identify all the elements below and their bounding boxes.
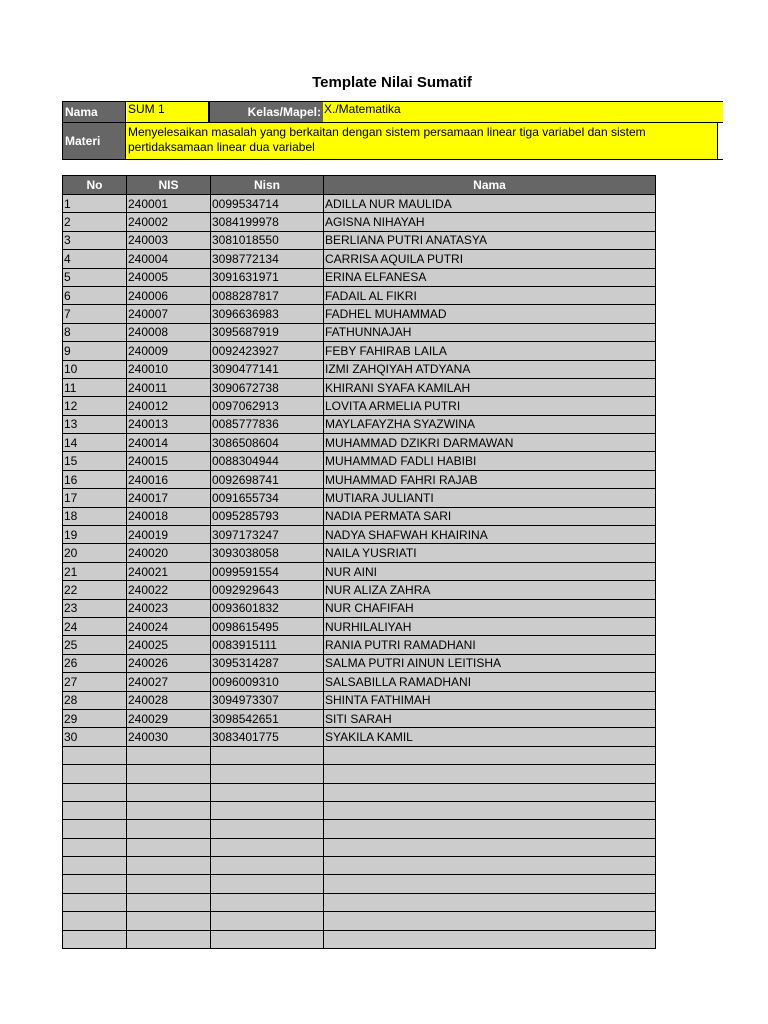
cell-nis[interactable]: 240028 <box>127 691 211 709</box>
cell-nis[interactable]: 240005 <box>127 268 211 286</box>
cell-nisn[interactable]: 0091655734 <box>211 489 324 507</box>
info-header <box>62 101 723 160</box>
table-row <box>63 875 656 893</box>
cell-nama[interactable]: RANIA PUTRI RAMADHANI <box>324 636 656 654</box>
cell-nisn[interactable] <box>211 820 324 838</box>
cell-nis[interactable]: 240025 <box>127 636 211 654</box>
table-row <box>63 691 656 709</box>
table-row <box>63 231 656 249</box>
cell-no[interactable]: 26 <box>63 654 127 672</box>
cell-no[interactable]: 13 <box>63 415 127 433</box>
cell-nama[interactable]: CARRISA AQUILA PUTRI <box>324 250 656 268</box>
cell-nis[interactable]: 240027 <box>127 673 211 691</box>
cell-nama[interactable]: NADYA SHAFWAH KHAIRINA <box>324 526 656 544</box>
cell-nama[interactable]: FATHUNNAJAH <box>324 323 656 341</box>
cell-nis[interactable] <box>127 765 211 783</box>
table-row <box>63 397 656 415</box>
cell-no[interactable]: 25 <box>63 636 127 654</box>
cell-nisn[interactable]: 0096009310 <box>211 673 324 691</box>
materi-value[interactable] <box>126 123 718 159</box>
cell-no[interactable]: 23 <box>63 599 127 617</box>
cell-nis[interactable]: 240006 <box>127 286 211 304</box>
cell-nama[interactable] <box>324 801 656 819</box>
cell-nama[interactable] <box>324 875 656 893</box>
cell-no[interactable] <box>63 765 127 783</box>
cell-nisn[interactable]: 3090477141 <box>211 360 324 378</box>
cell-nisn[interactable]: 0095285793 <box>211 507 324 525</box>
cell-nisn[interactable] <box>211 930 324 948</box>
page-title: Template Nilai Sumatif <box>312 74 472 91</box>
cell-nis[interactable] <box>127 912 211 930</box>
cell-nama[interactable]: MUHAMMAD FADLI HABIBI <box>324 452 656 470</box>
table-header-row <box>63 176 656 195</box>
cell-nis[interactable] <box>127 875 211 893</box>
column-header-nama: Nama <box>324 176 656 195</box>
cell-nisn[interactable]: 3084199978 <box>211 213 324 231</box>
cell-nisn[interactable] <box>211 801 324 819</box>
cell-nis[interactable]: 240030 <box>127 728 211 746</box>
cell-no[interactable]: 3 <box>63 231 127 249</box>
table-row <box>63 507 656 525</box>
cell-nis[interactable]: 240016 <box>127 470 211 488</box>
cell-no[interactable]: 16 <box>63 470 127 488</box>
table-row <box>63 765 656 783</box>
cell-no[interactable]: 15 <box>63 452 127 470</box>
cell-nama[interactable] <box>324 838 656 856</box>
cell-nama[interactable]: AGISNA NIHAYAH <box>324 213 656 231</box>
table-row <box>63 562 656 580</box>
cell-no[interactable]: 10 <box>63 360 127 378</box>
cell-nisn[interactable]: 0083915111 <box>211 636 324 654</box>
table-row <box>63 912 656 930</box>
cell-nis[interactable]: 240026 <box>127 654 211 672</box>
table-row <box>63 305 656 323</box>
cell-nis[interactable]: 240003 <box>127 231 211 249</box>
cell-nisn[interactable] <box>211 838 324 856</box>
cell-nis[interactable]: 240021 <box>127 562 211 580</box>
cell-nama[interactable]: KHIRANI SYAFA KAMILAH <box>324 378 656 396</box>
table-row <box>63 581 656 599</box>
cell-no[interactable]: 5 <box>63 268 127 286</box>
cell-nisn[interactable]: 0085777836 <box>211 415 324 433</box>
cell-nisn[interactable]: 0099591554 <box>211 562 324 580</box>
cell-nis[interactable]: 240008 <box>127 323 211 341</box>
cell-nis[interactable]: 240002 <box>127 213 211 231</box>
cell-no[interactable]: 14 <box>63 434 127 452</box>
cell-nis[interactable] <box>127 930 211 948</box>
cell-nama[interactable]: SALSABILLA RAMADHANI <box>324 673 656 691</box>
table-row <box>63 470 656 488</box>
cell-nama[interactable]: SHINTA FATHIMAH <box>324 691 656 709</box>
cell-nis[interactable]: 240024 <box>127 617 211 635</box>
table-body <box>63 195 656 949</box>
cell-no[interactable]: 18 <box>63 507 127 525</box>
cell-no[interactable] <box>63 893 127 911</box>
cell-nisn[interactable] <box>211 746 324 764</box>
cell-no[interactable]: 17 <box>63 489 127 507</box>
cell-nis[interactable]: 240029 <box>127 709 211 727</box>
cell-nisn[interactable]: 3093038058 <box>211 544 324 562</box>
cell-no[interactable]: 2 <box>63 213 127 231</box>
cell-nama[interactable]: SALMA PUTRI AINUN LEITISHA <box>324 654 656 672</box>
cell-nama[interactable]: ERINA ELFANESA <box>324 268 656 286</box>
cell-nis[interactable]: 240010 <box>127 360 211 378</box>
cell-nama[interactable]: FADAIL AL FIKRI <box>324 286 656 304</box>
table-row <box>63 415 656 433</box>
cell-nis[interactable]: 240015 <box>127 452 211 470</box>
cell-nama[interactable]: NUR AINI <box>324 562 656 580</box>
nama-row <box>62 101 723 122</box>
cell-no[interactable]: 9 <box>63 342 127 360</box>
materi-label: Materi <box>62 123 126 159</box>
table-row <box>63 801 656 819</box>
cell-nisn[interactable]: 3094973307 <box>211 691 324 709</box>
cell-nisn[interactable] <box>211 857 324 875</box>
table-row <box>63 893 656 911</box>
cell-nama[interactable]: FADHEL MUHAMMAD <box>324 305 656 323</box>
cell-no[interactable] <box>63 801 127 819</box>
table-row <box>63 709 656 727</box>
nama-label: Nama <box>62 102 126 122</box>
cell-nama[interactable]: FEBY FAHIRAB LAILA <box>324 342 656 360</box>
cell-nisn[interactable]: 0099534714 <box>211 195 324 213</box>
cell-nis[interactable] <box>127 893 211 911</box>
cell-no[interactable]: 20 <box>63 544 127 562</box>
cell-nisn[interactable]: 3095687919 <box>211 323 324 341</box>
cell-nisn[interactable]: 0092929643 <box>211 581 324 599</box>
cell-no[interactable] <box>63 857 127 875</box>
cell-nama[interactable] <box>324 765 656 783</box>
cell-nisn[interactable]: 0093601832 <box>211 599 324 617</box>
materi-line-1: Menyelesaikan masalah yang berkaitan dengan sistem persamaan linear tiga variabel dan sistem <box>128 125 646 139</box>
cell-nisn[interactable]: 0097062913 <box>211 397 324 415</box>
cell-nisn[interactable]: 0092698741 <box>211 470 324 488</box>
cell-nis[interactable]: 240007 <box>127 305 211 323</box>
cell-nama[interactable]: NADIA PERMATA SARI <box>324 507 656 525</box>
table-row <box>63 728 656 746</box>
cell-nisn[interactable] <box>211 893 324 911</box>
cell-no[interactable] <box>63 930 127 948</box>
cell-nis[interactable]: 240013 <box>127 415 211 433</box>
column-header-nisn: Nisn <box>211 176 324 195</box>
cell-nama[interactable]: SYAKILA KAMIL <box>324 728 656 746</box>
cell-nisn[interactable] <box>211 912 324 930</box>
cell-nama[interactable]: NUR ALIZA ZAHRA <box>324 581 656 599</box>
cell-nisn[interactable]: 3081018550 <box>211 231 324 249</box>
cell-nama[interactable]: MUHAMMAD DZIKRI DARMAWAN <box>324 434 656 452</box>
table-row <box>63 360 656 378</box>
cell-no[interactable]: 8 <box>63 323 127 341</box>
cell-no[interactable]: 4 <box>63 250 127 268</box>
cell-nama[interactable]: MUTIARA JULIANTI <box>324 489 656 507</box>
cell-nama[interactable]: MUHAMMAD FAHRI RAJAB <box>324 470 656 488</box>
cell-nis[interactable] <box>127 838 211 856</box>
materi-line-2: pertidaksamaan linear dua variabel <box>128 140 315 154</box>
cell-nisn[interactable]: 3096636983 <box>211 305 324 323</box>
cell-no[interactable]: 30 <box>63 728 127 746</box>
table-row <box>63 838 656 856</box>
table-row <box>63 673 656 691</box>
cell-nis[interactable]: 240004 <box>127 250 211 268</box>
cell-nis[interactable] <box>127 820 211 838</box>
cell-nisn[interactable]: 0088287817 <box>211 286 324 304</box>
cell-nis[interactable] <box>127 857 211 875</box>
cell-no[interactable]: 29 <box>63 709 127 727</box>
cell-nama[interactable] <box>324 746 656 764</box>
materi-row <box>62 122 723 160</box>
cell-nisn[interactable]: 3086508604 <box>211 434 324 452</box>
cell-nisn[interactable]: 3083401775 <box>211 728 324 746</box>
cell-no[interactable] <box>63 875 127 893</box>
cell-nama[interactable] <box>324 912 656 930</box>
cell-no[interactable]: 22 <box>63 581 127 599</box>
table-row <box>63 636 656 654</box>
cell-nama[interactable]: NAILA YUSRIATI <box>324 544 656 562</box>
cell-nis[interactable]: 240020 <box>127 544 211 562</box>
cell-nama[interactable]: ADILLA NUR MAULIDA <box>324 195 656 213</box>
cell-nis[interactable]: 240011 <box>127 378 211 396</box>
kelas-label: Kelas/Mapel: <box>209 102 323 122</box>
cell-nisn[interactable]: 3098772134 <box>211 250 324 268</box>
cell-nisn[interactable]: 3090672738 <box>211 378 324 396</box>
cell-no[interactable] <box>63 746 127 764</box>
cell-nisn[interactable]: 3095314287 <box>211 654 324 672</box>
cell-no[interactable] <box>63 838 127 856</box>
table-row <box>63 599 656 617</box>
cell-nama[interactable]: SITI SARAH <box>324 709 656 727</box>
cell-nis[interactable] <box>127 801 211 819</box>
cell-nis[interactable] <box>127 746 211 764</box>
column-header-nis: NIS <box>127 176 211 195</box>
table-row <box>63 930 656 948</box>
cell-nis[interactable] <box>127 783 211 801</box>
cell-nisn[interactable]: 3097173247 <box>211 526 324 544</box>
table-row <box>63 526 656 544</box>
cell-no[interactable]: 27 <box>63 673 127 691</box>
cell-nama[interactable]: BERLIANA PUTRI ANATASYA <box>324 231 656 249</box>
table-row <box>63 195 656 213</box>
cell-nama[interactable]: NUR CHAFIFAH <box>324 599 656 617</box>
cell-nama[interactable] <box>324 857 656 875</box>
cell-nama[interactable] <box>324 930 656 948</box>
cell-nisn[interactable]: 0092423927 <box>211 342 324 360</box>
cell-no[interactable] <box>63 820 127 838</box>
table-row <box>63 250 656 268</box>
cell-no[interactable]: 21 <box>63 562 127 580</box>
cell-nis[interactable]: 240001 <box>127 195 211 213</box>
table-row <box>63 342 656 360</box>
table-row <box>63 452 656 470</box>
cell-nama[interactable] <box>324 783 656 801</box>
table-row <box>63 268 656 286</box>
cell-nisn[interactable]: 0088304944 <box>211 452 324 470</box>
cell-no[interactable] <box>63 912 127 930</box>
cell-nis[interactable]: 240023 <box>127 599 211 617</box>
table-row <box>63 323 656 341</box>
cell-nama[interactable] <box>324 893 656 911</box>
table-row <box>63 617 656 635</box>
table-row <box>63 286 656 304</box>
cell-nama[interactable]: MAYLAFAYZHA SYAZWINA <box>324 415 656 433</box>
cell-no[interactable]: 19 <box>63 526 127 544</box>
cell-nisn[interactable]: 3091631971 <box>211 268 324 286</box>
cell-no[interactable]: 28 <box>63 691 127 709</box>
cell-nis[interactable]: 240009 <box>127 342 211 360</box>
table-row <box>63 654 656 672</box>
nama-value[interactable]: SUM 1 <box>127 102 209 122</box>
cell-no[interactable]: 11 <box>63 378 127 396</box>
cell-nis[interactable]: 240017 <box>127 489 211 507</box>
cell-nis[interactable]: 240014 <box>127 434 211 452</box>
cell-no[interactable]: 12 <box>63 397 127 415</box>
cell-nisn[interactable]: 0098615495 <box>211 617 324 635</box>
cell-no[interactable]: 24 <box>63 617 127 635</box>
column-header-no: No <box>63 176 127 195</box>
cell-nama[interactable]: IZMI ZAHQIYAH ATDYANA <box>324 360 656 378</box>
cell-no[interactable]: 1 <box>63 195 127 213</box>
cell-no[interactable] <box>63 783 127 801</box>
table-row <box>63 783 656 801</box>
table-row <box>63 544 656 562</box>
cell-no[interactable]: 7 <box>63 305 127 323</box>
cell-nis[interactable]: 240018 <box>127 507 211 525</box>
cell-nama[interactable]: NURHILALIYAH <box>324 617 656 635</box>
cell-nis[interactable]: 240019 <box>127 526 211 544</box>
cell-nis[interactable]: 240012 <box>127 397 211 415</box>
cell-no[interactable]: 6 <box>63 286 127 304</box>
cell-nisn[interactable] <box>211 765 324 783</box>
cell-nisn[interactable] <box>211 875 324 893</box>
table-row <box>63 489 656 507</box>
cell-nisn[interactable]: 3098542651 <box>211 709 324 727</box>
cell-nama[interactable]: LOVITA ARMELIA PUTRI <box>324 397 656 415</box>
table-row <box>63 434 656 452</box>
table-row <box>63 746 656 764</box>
cell-nisn[interactable] <box>211 783 324 801</box>
kelas-value[interactable]: X./Matematika <box>323 102 723 122</box>
student-table <box>62 175 656 949</box>
table-row <box>63 857 656 875</box>
table-row <box>63 213 656 231</box>
table-row <box>63 820 656 838</box>
cell-nama[interactable] <box>324 820 656 838</box>
table-row <box>63 378 656 396</box>
cell-nis[interactable]: 240022 <box>127 581 211 599</box>
